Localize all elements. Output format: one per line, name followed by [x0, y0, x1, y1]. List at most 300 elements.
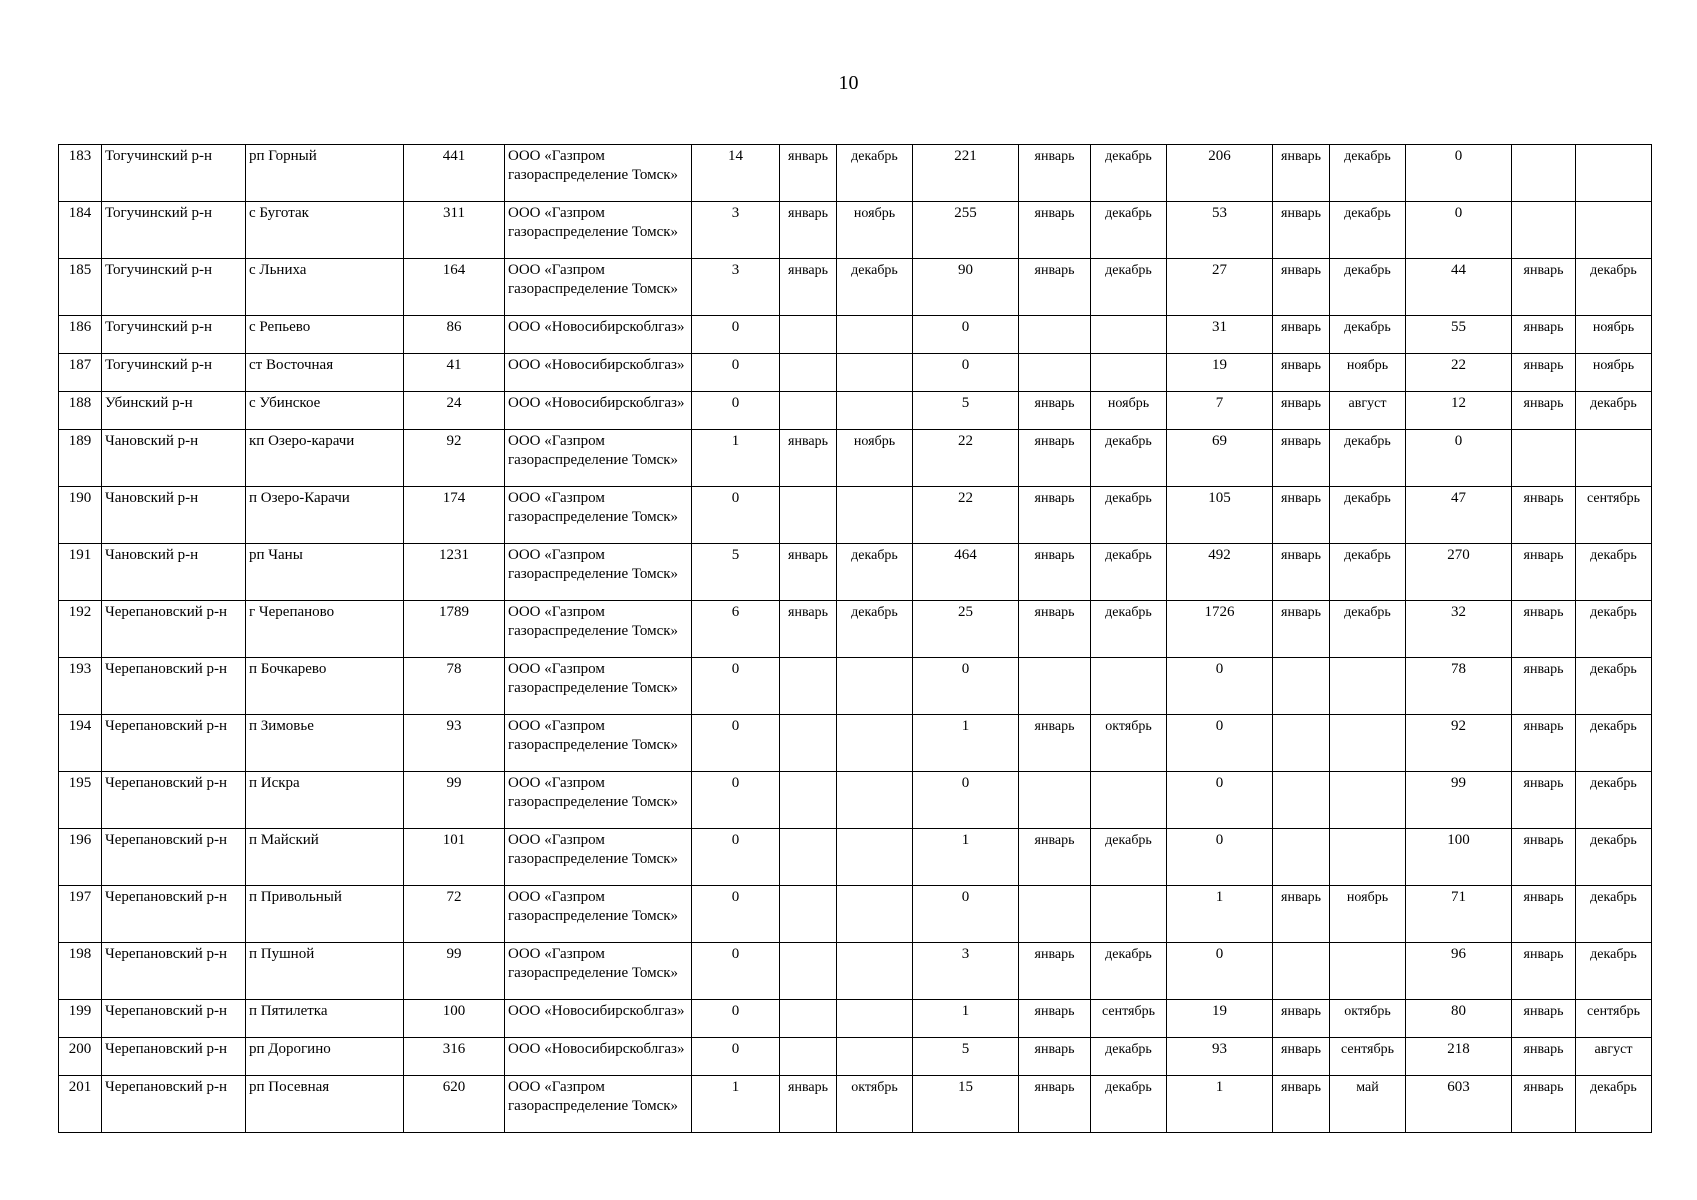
- group1-to-month-cell: ноябрь: [837, 430, 913, 487]
- group1-from-month-cell: [780, 772, 837, 829]
- group1-to-month-cell: [837, 829, 913, 886]
- group3-from-month-cell: январь: [1273, 487, 1330, 544]
- group2-from-month-cell: январь: [1019, 392, 1091, 430]
- group3-to-month-cell: [1330, 772, 1406, 829]
- row-number-cell: 186: [59, 316, 102, 354]
- table-row: [59, 145, 1652, 202]
- group1-to-month-cell: [837, 943, 913, 1000]
- district-cell: Чановский р-н: [102, 430, 246, 487]
- group4-to-month-cell: сентябрь: [1576, 487, 1652, 544]
- group4-from-month-cell: январь: [1512, 1000, 1576, 1038]
- group1-to-month-cell: декабрь: [837, 259, 913, 316]
- group1-from-month-cell: январь: [780, 202, 837, 259]
- group4-count-cell: 78: [1406, 658, 1512, 715]
- group2-from-month-cell: январь: [1019, 715, 1091, 772]
- locality-cell: п Бочкарево: [246, 658, 404, 715]
- total-count-cell: 92: [404, 430, 505, 487]
- group4-to-month-cell: [1576, 145, 1652, 202]
- locality-cell: с Убинское: [246, 392, 404, 430]
- row-number-cell: 194: [59, 715, 102, 772]
- group1-count-cell: 0: [692, 886, 780, 943]
- group1-count-cell: 0: [692, 772, 780, 829]
- total-count-cell: 311: [404, 202, 505, 259]
- row-number-cell: 201: [59, 1076, 102, 1133]
- locality-cell: п Пушной: [246, 943, 404, 1000]
- group4-from-month-cell: январь: [1512, 715, 1576, 772]
- group4-to-month-cell: декабрь: [1576, 544, 1652, 601]
- group4-count-cell: 99: [1406, 772, 1512, 829]
- group1-from-month-cell: январь: [780, 1076, 837, 1133]
- district-cell: Убинский р-н: [102, 392, 246, 430]
- group4-to-month-cell: декабрь: [1576, 1076, 1652, 1133]
- group3-count-cell: 69: [1167, 430, 1273, 487]
- group3-count-cell: 0: [1167, 715, 1273, 772]
- group3-count-cell: 1: [1167, 1076, 1273, 1133]
- group3-from-month-cell: январь: [1273, 316, 1330, 354]
- group4-from-month-cell: январь: [1512, 1076, 1576, 1133]
- group2-count-cell: 464: [913, 544, 1019, 601]
- locality-cell: п Искра: [246, 772, 404, 829]
- organization-cell: ООО «Газпром газораспределение Томск»: [505, 601, 692, 658]
- total-count-cell: 174: [404, 487, 505, 544]
- group4-from-month-cell: январь: [1512, 316, 1576, 354]
- table-row: [59, 487, 1652, 544]
- district-cell: Черепановский р-н: [102, 886, 246, 943]
- organization-cell: ООО «Новосибирскоблгаз»: [505, 354, 692, 392]
- group1-count-cell: 0: [692, 829, 780, 886]
- group1-to-month-cell: [837, 658, 913, 715]
- group2-to-month-cell: декабрь: [1091, 544, 1167, 601]
- group2-to-month-cell: декабрь: [1091, 601, 1167, 658]
- group3-from-month-cell: [1273, 829, 1330, 886]
- total-count-cell: 86: [404, 316, 505, 354]
- group1-count-cell: 0: [692, 658, 780, 715]
- group1-from-month-cell: [780, 829, 837, 886]
- group3-count-cell: 27: [1167, 259, 1273, 316]
- district-cell: Тогучинский р-н: [102, 259, 246, 316]
- group4-count-cell: 80: [1406, 1000, 1512, 1038]
- group2-from-month-cell: январь: [1019, 943, 1091, 1000]
- district-cell: Черепановский р-н: [102, 943, 246, 1000]
- group2-to-month-cell: [1091, 316, 1167, 354]
- group3-from-month-cell: январь: [1273, 601, 1330, 658]
- locality-cell: п Пятилетка: [246, 1000, 404, 1038]
- group1-count-cell: 3: [692, 202, 780, 259]
- group3-to-month-cell: [1330, 658, 1406, 715]
- total-count-cell: 99: [404, 943, 505, 1000]
- row-number-cell: 188: [59, 392, 102, 430]
- group2-to-month-cell: декабрь: [1091, 829, 1167, 886]
- group2-count-cell: 0: [913, 772, 1019, 829]
- group2-to-month-cell: [1091, 658, 1167, 715]
- district-cell: Черепановский р-н: [102, 1000, 246, 1038]
- group1-count-cell: 5: [692, 544, 780, 601]
- group4-count-cell: 32: [1406, 601, 1512, 658]
- table-row: [59, 1038, 1652, 1076]
- group4-to-month-cell: [1576, 430, 1652, 487]
- group2-from-month-cell: январь: [1019, 202, 1091, 259]
- group1-from-month-cell: [780, 886, 837, 943]
- group3-to-month-cell: [1330, 829, 1406, 886]
- organization-cell: ООО «Газпром газораспределение Томск»: [505, 1076, 692, 1133]
- total-count-cell: 316: [404, 1038, 505, 1076]
- group2-count-cell: 15: [913, 1076, 1019, 1133]
- group3-from-month-cell: январь: [1273, 259, 1330, 316]
- group3-from-month-cell: январь: [1273, 202, 1330, 259]
- organization-cell: ООО «Газпром газораспределение Томск»: [505, 772, 692, 829]
- group2-count-cell: 1: [913, 715, 1019, 772]
- group4-to-month-cell: декабрь: [1576, 601, 1652, 658]
- group1-count-cell: 0: [692, 487, 780, 544]
- table-body: [59, 145, 1652, 1133]
- organization-cell: ООО «Газпром газораспределение Томск»: [505, 715, 692, 772]
- group4-from-month-cell: январь: [1512, 354, 1576, 392]
- group4-to-month-cell: декабрь: [1576, 392, 1652, 430]
- group3-count-cell: 1726: [1167, 601, 1273, 658]
- group4-to-month-cell: декабрь: [1576, 715, 1652, 772]
- group4-from-month-cell: [1512, 145, 1576, 202]
- group4-count-cell: 603: [1406, 1076, 1512, 1133]
- table-row: [59, 886, 1652, 943]
- table-row: [59, 1076, 1652, 1133]
- group3-count-cell: 0: [1167, 772, 1273, 829]
- locality-cell: рп Горный: [246, 145, 404, 202]
- group2-from-month-cell: январь: [1019, 1000, 1091, 1038]
- group1-from-month-cell: [780, 1000, 837, 1038]
- group3-from-month-cell: январь: [1273, 544, 1330, 601]
- group2-count-cell: 0: [913, 316, 1019, 354]
- group4-from-month-cell: январь: [1512, 392, 1576, 430]
- total-count-cell: 93: [404, 715, 505, 772]
- group3-from-month-cell: [1273, 658, 1330, 715]
- group3-count-cell: 19: [1167, 1000, 1273, 1038]
- group4-count-cell: 44: [1406, 259, 1512, 316]
- group4-to-month-cell: декабрь: [1576, 943, 1652, 1000]
- group1-count-cell: 0: [692, 392, 780, 430]
- group3-from-month-cell: январь: [1273, 1038, 1330, 1076]
- table-row: [59, 392, 1652, 430]
- organization-cell: ООО «Новосибирскоблгаз»: [505, 392, 692, 430]
- row-number-cell: 191: [59, 544, 102, 601]
- group1-to-month-cell: декабрь: [837, 601, 913, 658]
- district-cell: Черепановский р-н: [102, 715, 246, 772]
- group2-to-month-cell: декабрь: [1091, 430, 1167, 487]
- district-cell: Тогучинский р-н: [102, 145, 246, 202]
- group2-count-cell: 22: [913, 487, 1019, 544]
- row-number-cell: 192: [59, 601, 102, 658]
- group1-count-cell: 0: [692, 1000, 780, 1038]
- organization-cell: ООО «Газпром газораспределение Томск»: [505, 202, 692, 259]
- group1-from-month-cell: [780, 316, 837, 354]
- organization-cell: ООО «Новосибирскоблгаз»: [505, 316, 692, 354]
- table-row: [59, 316, 1652, 354]
- group2-from-month-cell: [1019, 658, 1091, 715]
- row-number-cell: 189: [59, 430, 102, 487]
- row-number-cell: 183: [59, 145, 102, 202]
- table-row: [59, 829, 1652, 886]
- group3-count-cell: 492: [1167, 544, 1273, 601]
- group3-from-month-cell: [1273, 715, 1330, 772]
- group1-to-month-cell: [837, 354, 913, 392]
- locality-cell: г Черепаново: [246, 601, 404, 658]
- group4-count-cell: 218: [1406, 1038, 1512, 1076]
- group3-count-cell: 1: [1167, 886, 1273, 943]
- group1-count-cell: 0: [692, 354, 780, 392]
- group4-from-month-cell: январь: [1512, 658, 1576, 715]
- total-count-cell: 1789: [404, 601, 505, 658]
- group3-from-month-cell: январь: [1273, 1000, 1330, 1038]
- group2-count-cell: 0: [913, 354, 1019, 392]
- row-number-cell: 199: [59, 1000, 102, 1038]
- group4-count-cell: 270: [1406, 544, 1512, 601]
- table-row: [59, 772, 1652, 829]
- table-row: [59, 430, 1652, 487]
- district-cell: Тогучинский р-н: [102, 316, 246, 354]
- group2-to-month-cell: декабрь: [1091, 1076, 1167, 1133]
- group2-to-month-cell: [1091, 354, 1167, 392]
- group1-to-month-cell: [837, 1000, 913, 1038]
- row-number-cell: 196: [59, 829, 102, 886]
- table-row: [59, 601, 1652, 658]
- group3-to-month-cell: сентябрь: [1330, 1038, 1406, 1076]
- locality-cell: с Буготак: [246, 202, 404, 259]
- district-cell: Черепановский р-н: [102, 1076, 246, 1133]
- total-count-cell: 620: [404, 1076, 505, 1133]
- locality-cell: п Майский: [246, 829, 404, 886]
- group3-count-cell: 19: [1167, 354, 1273, 392]
- group2-from-month-cell: [1019, 354, 1091, 392]
- group4-count-cell: 47: [1406, 487, 1512, 544]
- group3-to-month-cell: ноябрь: [1330, 886, 1406, 943]
- table-row: [59, 544, 1652, 601]
- group3-count-cell: 53: [1167, 202, 1273, 259]
- group2-from-month-cell: январь: [1019, 430, 1091, 487]
- group2-from-month-cell: январь: [1019, 487, 1091, 544]
- total-count-cell: 1231: [404, 544, 505, 601]
- group2-from-month-cell: [1019, 316, 1091, 354]
- group1-count-cell: 0: [692, 943, 780, 1000]
- group2-from-month-cell: январь: [1019, 145, 1091, 202]
- group2-count-cell: 5: [913, 1038, 1019, 1076]
- table-row: [59, 202, 1652, 259]
- group4-to-month-cell: декабрь: [1576, 658, 1652, 715]
- group1-to-month-cell: ноябрь: [837, 202, 913, 259]
- group4-to-month-cell: декабрь: [1576, 886, 1652, 943]
- group4-count-cell: 0: [1406, 202, 1512, 259]
- total-count-cell: 101: [404, 829, 505, 886]
- district-cell: Чановский р-н: [102, 487, 246, 544]
- group2-to-month-cell: сентябрь: [1091, 1000, 1167, 1038]
- total-count-cell: 100: [404, 1000, 505, 1038]
- locality-cell: рп Посевная: [246, 1076, 404, 1133]
- group2-to-month-cell: декабрь: [1091, 259, 1167, 316]
- group2-to-month-cell: декабрь: [1091, 145, 1167, 202]
- total-count-cell: 441: [404, 145, 505, 202]
- group3-count-cell: 206: [1167, 145, 1273, 202]
- group3-count-cell: 105: [1167, 487, 1273, 544]
- group1-from-month-cell: январь: [780, 145, 837, 202]
- district-cell: Чановский р-н: [102, 544, 246, 601]
- locality-cell: п Зимовье: [246, 715, 404, 772]
- group2-count-cell: 0: [913, 886, 1019, 943]
- group3-to-month-cell: декабрь: [1330, 430, 1406, 487]
- group4-from-month-cell: январь: [1512, 487, 1576, 544]
- organization-cell: ООО «Газпром газораспределение Томск»: [505, 943, 692, 1000]
- group4-from-month-cell: январь: [1512, 1038, 1576, 1076]
- district-cell: Черепановский р-н: [102, 1038, 246, 1076]
- group2-to-month-cell: декабрь: [1091, 202, 1167, 259]
- group3-to-month-cell: декабрь: [1330, 145, 1406, 202]
- group3-from-month-cell: [1273, 943, 1330, 1000]
- group4-count-cell: 100: [1406, 829, 1512, 886]
- group3-to-month-cell: август: [1330, 392, 1406, 430]
- group4-to-month-cell: ноябрь: [1576, 316, 1652, 354]
- group1-to-month-cell: [837, 715, 913, 772]
- group1-count-cell: 0: [692, 715, 780, 772]
- group2-from-month-cell: [1019, 772, 1091, 829]
- district-cell: Тогучинский р-н: [102, 354, 246, 392]
- group4-to-month-cell: декабрь: [1576, 259, 1652, 316]
- group1-to-month-cell: октябрь: [837, 1076, 913, 1133]
- group3-count-cell: 93: [1167, 1038, 1273, 1076]
- group4-to-month-cell: ноябрь: [1576, 354, 1652, 392]
- organization-cell: ООО «Газпром газораспределение Томск»: [505, 259, 692, 316]
- page-number: 10: [838, 72, 859, 94]
- organization-cell: ООО «Газпром газораспределение Томск»: [505, 886, 692, 943]
- group1-count-cell: 0: [692, 1038, 780, 1076]
- table-row: [59, 354, 1652, 392]
- group1-to-month-cell: [837, 886, 913, 943]
- group2-count-cell: 1: [913, 1000, 1019, 1038]
- group1-to-month-cell: [837, 1038, 913, 1076]
- group1-from-month-cell: январь: [780, 544, 837, 601]
- group4-from-month-cell: январь: [1512, 259, 1576, 316]
- group2-count-cell: 5: [913, 392, 1019, 430]
- group1-count-cell: 1: [692, 430, 780, 487]
- group1-count-cell: 3: [692, 259, 780, 316]
- table-row: [59, 943, 1652, 1000]
- group4-count-cell: 12: [1406, 392, 1512, 430]
- group4-from-month-cell: [1512, 430, 1576, 487]
- group3-to-month-cell: декабрь: [1330, 544, 1406, 601]
- group3-to-month-cell: декабрь: [1330, 259, 1406, 316]
- group3-to-month-cell: май: [1330, 1076, 1406, 1133]
- row-number-cell: 198: [59, 943, 102, 1000]
- total-count-cell: 41: [404, 354, 505, 392]
- group2-from-month-cell: январь: [1019, 544, 1091, 601]
- group2-count-cell: 3: [913, 943, 1019, 1000]
- table-row: [59, 259, 1652, 316]
- group4-from-month-cell: январь: [1512, 601, 1576, 658]
- organization-cell: ООО «Новосибирскоблгаз»: [505, 1000, 692, 1038]
- group3-count-cell: 0: [1167, 829, 1273, 886]
- group1-to-month-cell: [837, 772, 913, 829]
- group1-count-cell: 1: [692, 1076, 780, 1133]
- table-row: [59, 715, 1652, 772]
- group4-to-month-cell: сентябрь: [1576, 1000, 1652, 1038]
- group2-count-cell: 1: [913, 829, 1019, 886]
- group4-from-month-cell: январь: [1512, 544, 1576, 601]
- group3-count-cell: 0: [1167, 658, 1273, 715]
- group4-to-month-cell: [1576, 202, 1652, 259]
- group3-to-month-cell: декабрь: [1330, 601, 1406, 658]
- row-number-cell: 184: [59, 202, 102, 259]
- group2-count-cell: 221: [913, 145, 1019, 202]
- district-cell: Черепановский р-н: [102, 772, 246, 829]
- group1-count-cell: 14: [692, 145, 780, 202]
- group1-from-month-cell: январь: [780, 259, 837, 316]
- group2-from-month-cell: январь: [1019, 1038, 1091, 1076]
- total-count-cell: 72: [404, 886, 505, 943]
- group2-from-month-cell: [1019, 886, 1091, 943]
- group2-to-month-cell: октябрь: [1091, 715, 1167, 772]
- group2-from-month-cell: январь: [1019, 601, 1091, 658]
- group3-to-month-cell: [1330, 715, 1406, 772]
- group1-from-month-cell: [780, 658, 837, 715]
- group3-to-month-cell: октябрь: [1330, 1000, 1406, 1038]
- row-number-cell: 200: [59, 1038, 102, 1076]
- organization-cell: ООО «Газпром газораспределение Томск»: [505, 430, 692, 487]
- group1-from-month-cell: [780, 1038, 837, 1076]
- group2-to-month-cell: [1091, 886, 1167, 943]
- group4-count-cell: 22: [1406, 354, 1512, 392]
- total-count-cell: 78: [404, 658, 505, 715]
- group3-count-cell: 0: [1167, 943, 1273, 1000]
- group2-count-cell: 255: [913, 202, 1019, 259]
- group3-to-month-cell: ноябрь: [1330, 354, 1406, 392]
- row-number-cell: 185: [59, 259, 102, 316]
- group2-count-cell: 0: [913, 658, 1019, 715]
- district-cell: Черепановский р-н: [102, 829, 246, 886]
- group3-to-month-cell: декабрь: [1330, 487, 1406, 544]
- row-number-cell: 187: [59, 354, 102, 392]
- group3-count-cell: 7: [1167, 392, 1273, 430]
- total-count-cell: 24: [404, 392, 505, 430]
- group1-from-month-cell: [780, 392, 837, 430]
- total-count-cell: 164: [404, 259, 505, 316]
- group1-count-cell: 0: [692, 316, 780, 354]
- group1-from-month-cell: [780, 354, 837, 392]
- group1-from-month-cell: [780, 943, 837, 1000]
- organization-cell: ООО «Газпром газораспределение Томск»: [505, 487, 692, 544]
- group3-from-month-cell: январь: [1273, 1076, 1330, 1133]
- group2-count-cell: 90: [913, 259, 1019, 316]
- group1-to-month-cell: [837, 316, 913, 354]
- group4-to-month-cell: август: [1576, 1038, 1652, 1076]
- organization-cell: ООО «Новосибирскоблгаз»: [505, 1038, 692, 1076]
- group4-count-cell: 96: [1406, 943, 1512, 1000]
- organization-cell: ООО «Газпром газораспределение Томск»: [505, 544, 692, 601]
- locality-cell: ст Восточная: [246, 354, 404, 392]
- group4-to-month-cell: декабрь: [1576, 772, 1652, 829]
- group4-from-month-cell: январь: [1512, 886, 1576, 943]
- group4-count-cell: 0: [1406, 430, 1512, 487]
- group4-to-month-cell: декабрь: [1576, 829, 1652, 886]
- organization-cell: ООО «Газпром газораспределение Томск»: [505, 658, 692, 715]
- group2-to-month-cell: [1091, 772, 1167, 829]
- district-cell: Тогучинский р-н: [102, 202, 246, 259]
- group2-to-month-cell: декабрь: [1091, 1038, 1167, 1076]
- locality-cell: рп Дорогино: [246, 1038, 404, 1076]
- group3-from-month-cell: январь: [1273, 392, 1330, 430]
- group4-count-cell: 55: [1406, 316, 1512, 354]
- district-cell: Черепановский р-н: [102, 601, 246, 658]
- locality-cell: кп Озеро-карачи: [246, 430, 404, 487]
- group2-from-month-cell: январь: [1019, 1076, 1091, 1133]
- locality-cell: п Привольный: [246, 886, 404, 943]
- group4-from-month-cell: январь: [1512, 829, 1576, 886]
- group1-from-month-cell: [780, 487, 837, 544]
